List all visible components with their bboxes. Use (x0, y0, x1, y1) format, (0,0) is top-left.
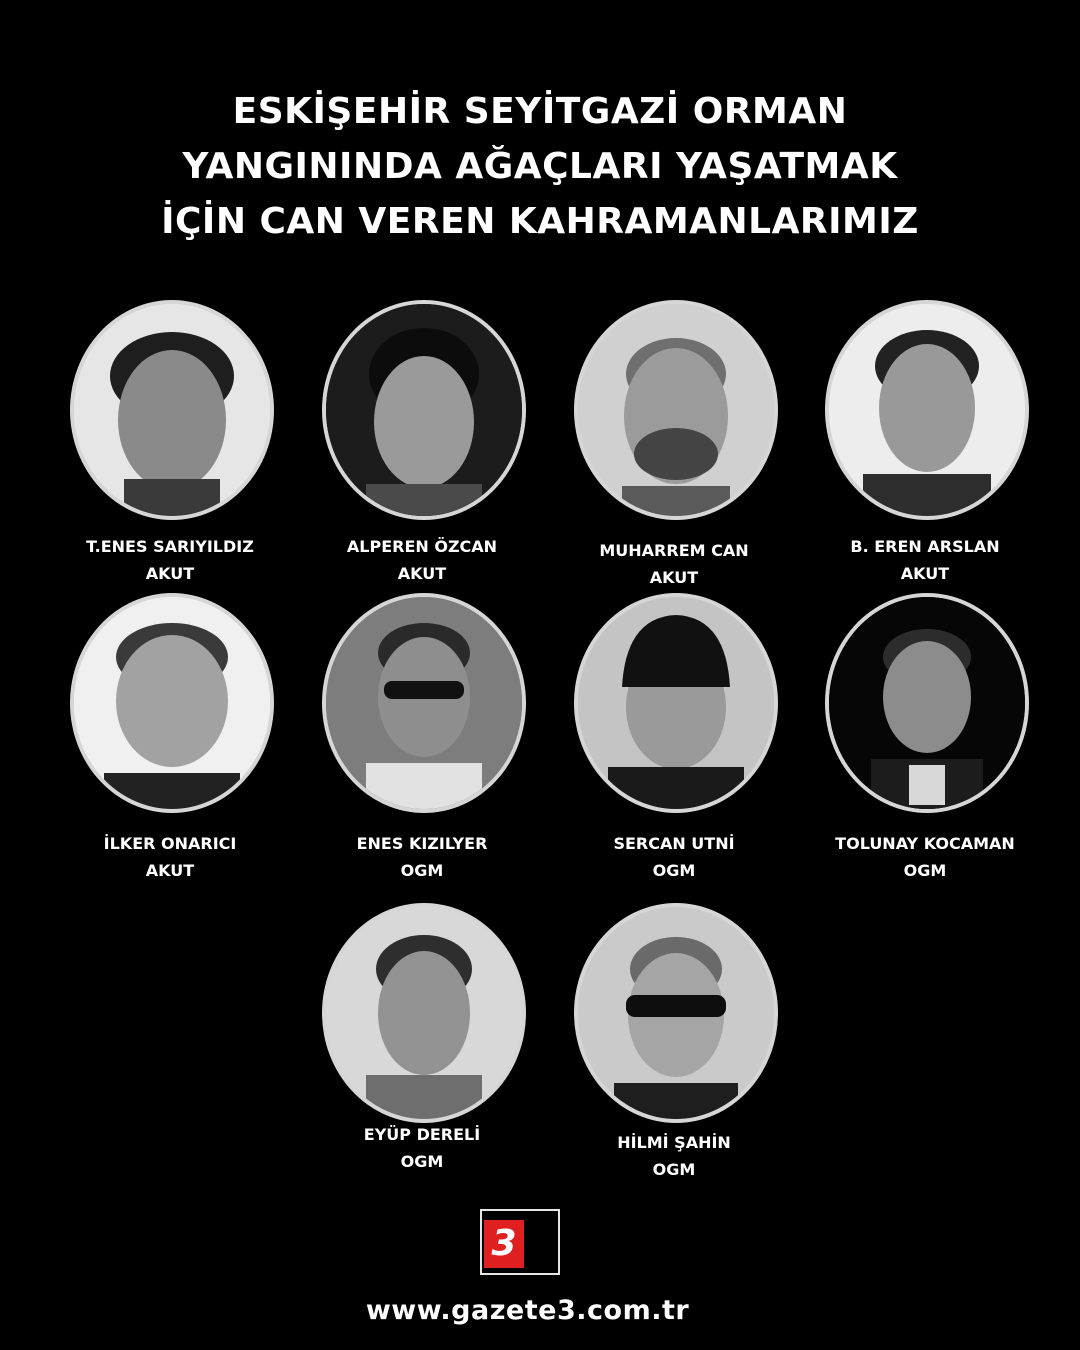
portrait-photo (574, 300, 778, 520)
person-org: AKUT (900, 564, 950, 583)
person-org: AKUT (397, 564, 447, 583)
person-org: OGM (652, 861, 696, 880)
portrait-photo (70, 300, 274, 520)
person-name: TOLUNAY KOCAMAN (835, 834, 1015, 853)
person-org: OGM (400, 1152, 444, 1171)
person-org: OGM (903, 861, 947, 880)
person-org: AKUT (145, 861, 195, 880)
person-name: HİLMİ ŞAHİN (617, 1133, 731, 1152)
portrait-photo (574, 903, 778, 1123)
person-name: İLKER ONARICI (103, 834, 237, 853)
gazete3-logo (480, 1209, 560, 1275)
person-org: OGM (400, 861, 444, 880)
portrait-photo (574, 593, 778, 813)
person-name: EYÜP DERELİ (363, 1125, 481, 1144)
title-line-1: ESKİŞEHİR SEYİTGAZİ ORMAN (232, 91, 848, 132)
logo-mark: 3 (484, 1220, 524, 1268)
page-title (0, 84, 1080, 249)
person-name: SERCAN UTNİ (613, 834, 735, 853)
person-name: ENES KIZILYER (356, 834, 488, 853)
title-line-3: İÇİN CAN VEREN KAHRAMANLARIMIZ (161, 201, 919, 242)
portrait-photo (322, 593, 526, 813)
portrait-photo (322, 903, 526, 1123)
person-name: ALPEREN ÖZCAN (346, 537, 498, 556)
website-url: www.gazete3.com.tr (365, 1295, 690, 1326)
portrait-photo (70, 593, 274, 813)
person-name: MUHARREM CAN (599, 541, 749, 560)
portrait-photo (322, 300, 526, 520)
portrait-photo (825, 593, 1029, 813)
person-name: B. EREN ARSLAN (850, 537, 1000, 556)
person-name: T.ENES SARIYILDIZ (86, 537, 254, 556)
portrait-photo (825, 300, 1029, 520)
person-org: AKUT (145, 564, 195, 583)
title-line-2: YANGININDA AĞAÇLARI YAŞATMAK (182, 146, 898, 187)
person-org: AKUT (649, 568, 699, 587)
person-org: OGM (652, 1160, 696, 1179)
